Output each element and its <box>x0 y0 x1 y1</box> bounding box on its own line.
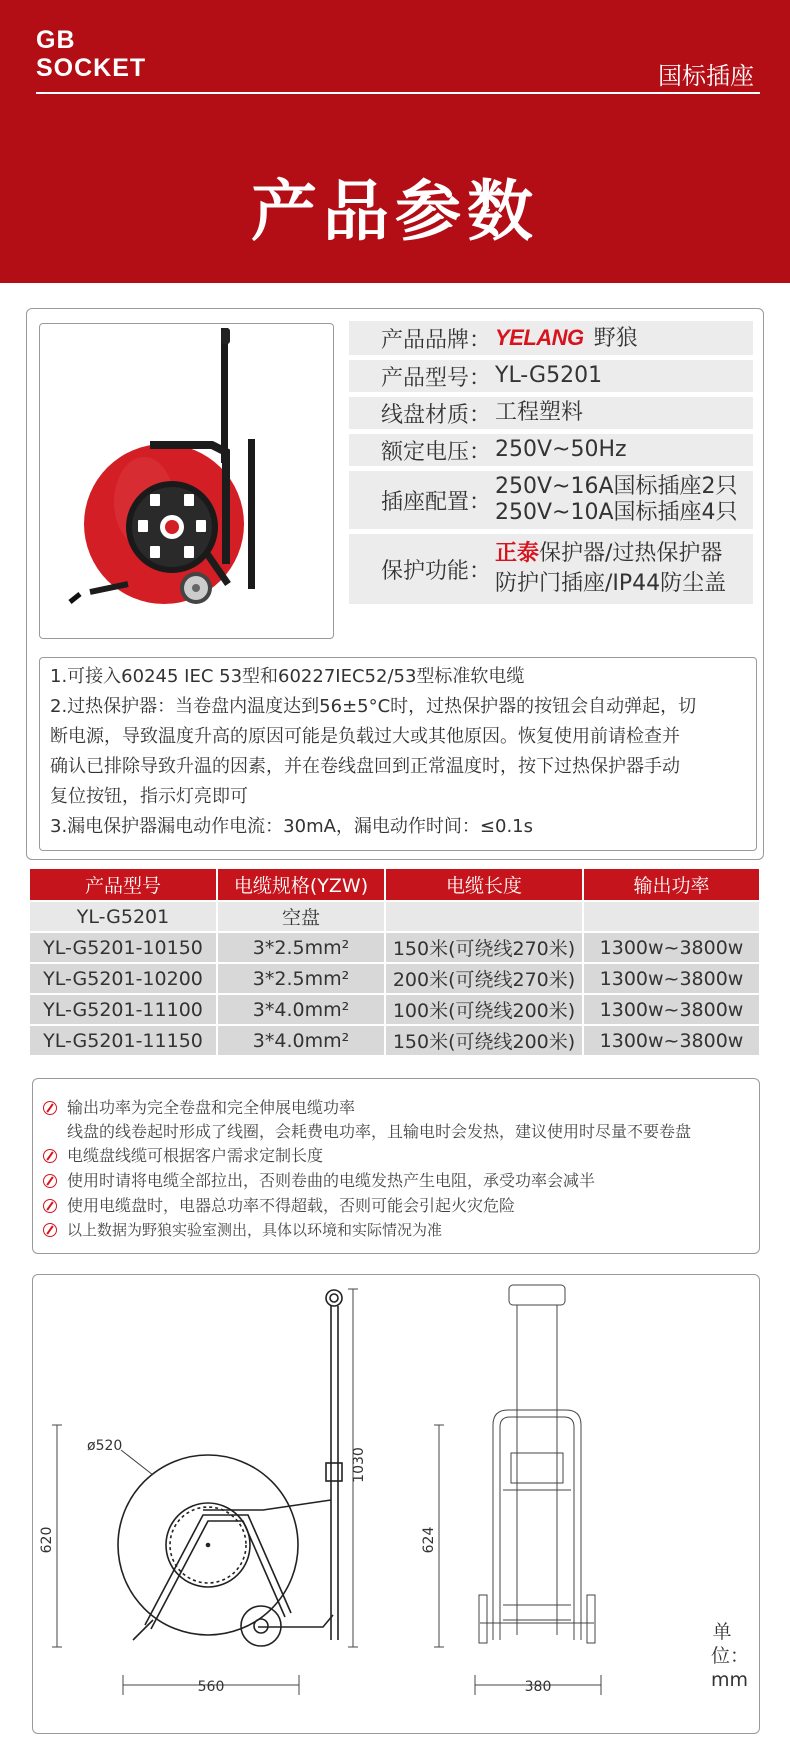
spec-list <box>349 321 753 609</box>
brand-name: 野狼 <box>593 325 638 351</box>
spec-key-model: 产品型号： <box>380 365 491 391</box>
table-cell: YL-G5201-11100 <box>30 995 216 1024</box>
spec-row-model <box>349 360 753 392</box>
notice-item <box>43 1218 442 1242</box>
notice-item <box>43 1194 515 1218</box>
note-line: 3.漏电保护器漏电动作电流：30mA，漏电动作时间：≤0.1s <box>50 816 534 837</box>
header-right-label: 国标插座 <box>658 62 754 90</box>
spec-value-model: YL-G5201 <box>495 363 603 388</box>
warning-icon <box>43 1223 57 1237</box>
notice-box <box>32 1078 760 1254</box>
spec-value-brand <box>491 323 638 354</box>
table-header-model: 产品型号 <box>30 869 216 900</box>
spec-value-protection <box>491 539 726 599</box>
note-line: 确认已排除导致升温的因素，并在卷线盘回到正常温度时，按下过热保护器手动 <box>50 756 680 777</box>
table-row <box>30 1026 759 1055</box>
note-line: 断电源，导致温度升高的原因可能是负载过大或其他原因。恢复使用前请检查并 <box>50 726 680 747</box>
notice-item <box>43 1169 595 1193</box>
spec-value-voltage: 250V~50Hz <box>495 437 627 462</box>
notice-item <box>43 1096 691 1144</box>
dim-side-width: 380 <box>524 1679 552 1695</box>
spec-row-material <box>349 397 753 429</box>
spec-key-voltage: 额定电压： <box>380 439 491 465</box>
brand-line1: GB <box>36 26 76 54</box>
table-cell <box>386 902 582 931</box>
warning-icon <box>43 1174 57 1188</box>
warning-icon <box>43 1149 57 1163</box>
product-panel <box>26 308 764 860</box>
handle-bar-left <box>221 328 228 463</box>
notice-text: 以上数据为野狼实验室测出，具体以环境和实际情况为准 <box>67 1221 443 1239</box>
dim-front-width: 560 <box>197 1679 225 1695</box>
socket-config-line1: 250V~16A国标插座2只 <box>495 474 738 499</box>
handle-ring <box>326 1290 342 1306</box>
table-cell: YL-G5201-10150 <box>30 933 216 962</box>
chint-highlight: 正泰 <box>495 541 540 566</box>
protection-line1: 保护器/过热保护器 <box>539 541 723 566</box>
dim-diameter: ø520 <box>87 1438 123 1454</box>
table-cell: 空盘 <box>218 902 384 931</box>
spec-row-protection <box>349 534 753 604</box>
usage-notes <box>39 657 757 851</box>
brand-line2: SOCKET <box>36 54 147 82</box>
table-cell: YL-G5201-10200 <box>30 964 216 993</box>
table-cell: 100米(可绕线200米) <box>386 995 582 1024</box>
dimension-drawing <box>32 1274 760 1734</box>
notice-text: 线盘的线卷起时形成了线圈，会耗费电功率，且输电时会发热，建议使用时尽量不要卷盘 <box>67 1122 692 1141</box>
dim-front-height: 620 <box>39 1526 55 1554</box>
table-cell: 200米(可绕线270米) <box>386 964 582 993</box>
table-cell: 150米(可绕线270米) <box>386 933 582 962</box>
note-line: 复位按钮，指示灯亮即可 <box>50 786 248 807</box>
table-cell: 3*2.5mm² <box>218 964 384 993</box>
spec-value-material: 工程塑料 <box>495 400 584 425</box>
dim-total-height: 1030 <box>351 1447 367 1483</box>
table-cell: 3*4.0mm² <box>218 1026 384 1055</box>
table-header-row <box>30 869 759 900</box>
table-header-cable-spec: 电缆规格(YZW) <box>218 869 384 900</box>
product-photo <box>39 323 334 639</box>
spec-key-socket-config: 插座配置： <box>380 489 491 515</box>
warning-icon <box>43 1101 57 1115</box>
header-banner <box>0 0 790 283</box>
table-cell: 1300w~3800w <box>584 964 759 993</box>
table-row <box>30 933 759 962</box>
spec-key-material: 线盘材质： <box>380 402 491 428</box>
dim-side-height: 624 <box>421 1526 437 1554</box>
cable-reel-image <box>40 324 333 638</box>
table-cell: 150米(可绕线200米) <box>386 1026 582 1055</box>
header-divider <box>36 92 760 94</box>
brand-logo <box>36 26 146 82</box>
protection-line2: 防护门插座/IP44防尘盖 <box>495 571 727 596</box>
notice-item <box>43 1144 323 1168</box>
spec-row-voltage <box>349 434 753 466</box>
table-row <box>30 902 759 931</box>
spec-row-brand <box>349 321 753 355</box>
table-header-cable-length: 电缆长度 <box>386 869 582 900</box>
spec-value-socket-config <box>491 474 738 526</box>
notice-text: 使用电缆盘时，电器总功率不得超载，否则可能会引起火灾危险 <box>67 1196 516 1215</box>
table-row <box>30 995 759 1024</box>
table-cell: 1300w~3800w <box>584 933 759 962</box>
yelang-logo: YELANG <box>495 324 584 350</box>
spec-key-brand: 产品品牌： <box>380 327 491 353</box>
table-header-power: 输出功率 <box>584 869 759 900</box>
notice-text: 输出功率为完全卷盘和完全伸展电缆功率 <box>67 1098 356 1117</box>
table-cell: 1300w~3800w <box>584 995 759 1024</box>
notice-text: 使用时请将电缆全部拉出，否则卷曲的电缆发热产生电阻，承受功率会减半 <box>67 1171 596 1190</box>
spec-key-protection: 保护功能： <box>380 558 491 584</box>
table-cell: YL-G5201-11150 <box>30 1026 216 1055</box>
warning-icon <box>43 1199 57 1213</box>
spec-row-socket-config <box>349 471 753 529</box>
note-line: 1.可接入60245 IEC 53型和60227IEC52/53型标准软电缆 <box>50 666 525 687</box>
page-title: 产品参数 <box>251 173 539 250</box>
socket-config-line2: 250V~10A国标插座4只 <box>495 500 738 525</box>
table-cell: 3*4.0mm² <box>218 995 384 1024</box>
table-cell: 1300w~3800w <box>584 1026 759 1055</box>
notice-text: 电缆盘线缆可根据客户需求定制长度 <box>67 1146 324 1165</box>
unit-label: 单位：mm <box>711 1621 750 1691</box>
table-cell: YL-G5201 <box>30 902 216 931</box>
note-line: 2.过热保护器：当卷盘内温度达到56±5°C时，过热保护器的按钮会自动弹起，切 <box>50 696 697 717</box>
table-row <box>30 964 759 993</box>
model-table <box>28 867 761 1057</box>
table-cell: 3*2.5mm² <box>218 933 384 962</box>
table-cell <box>584 902 759 931</box>
technical-drawing <box>33 1275 759 1733</box>
